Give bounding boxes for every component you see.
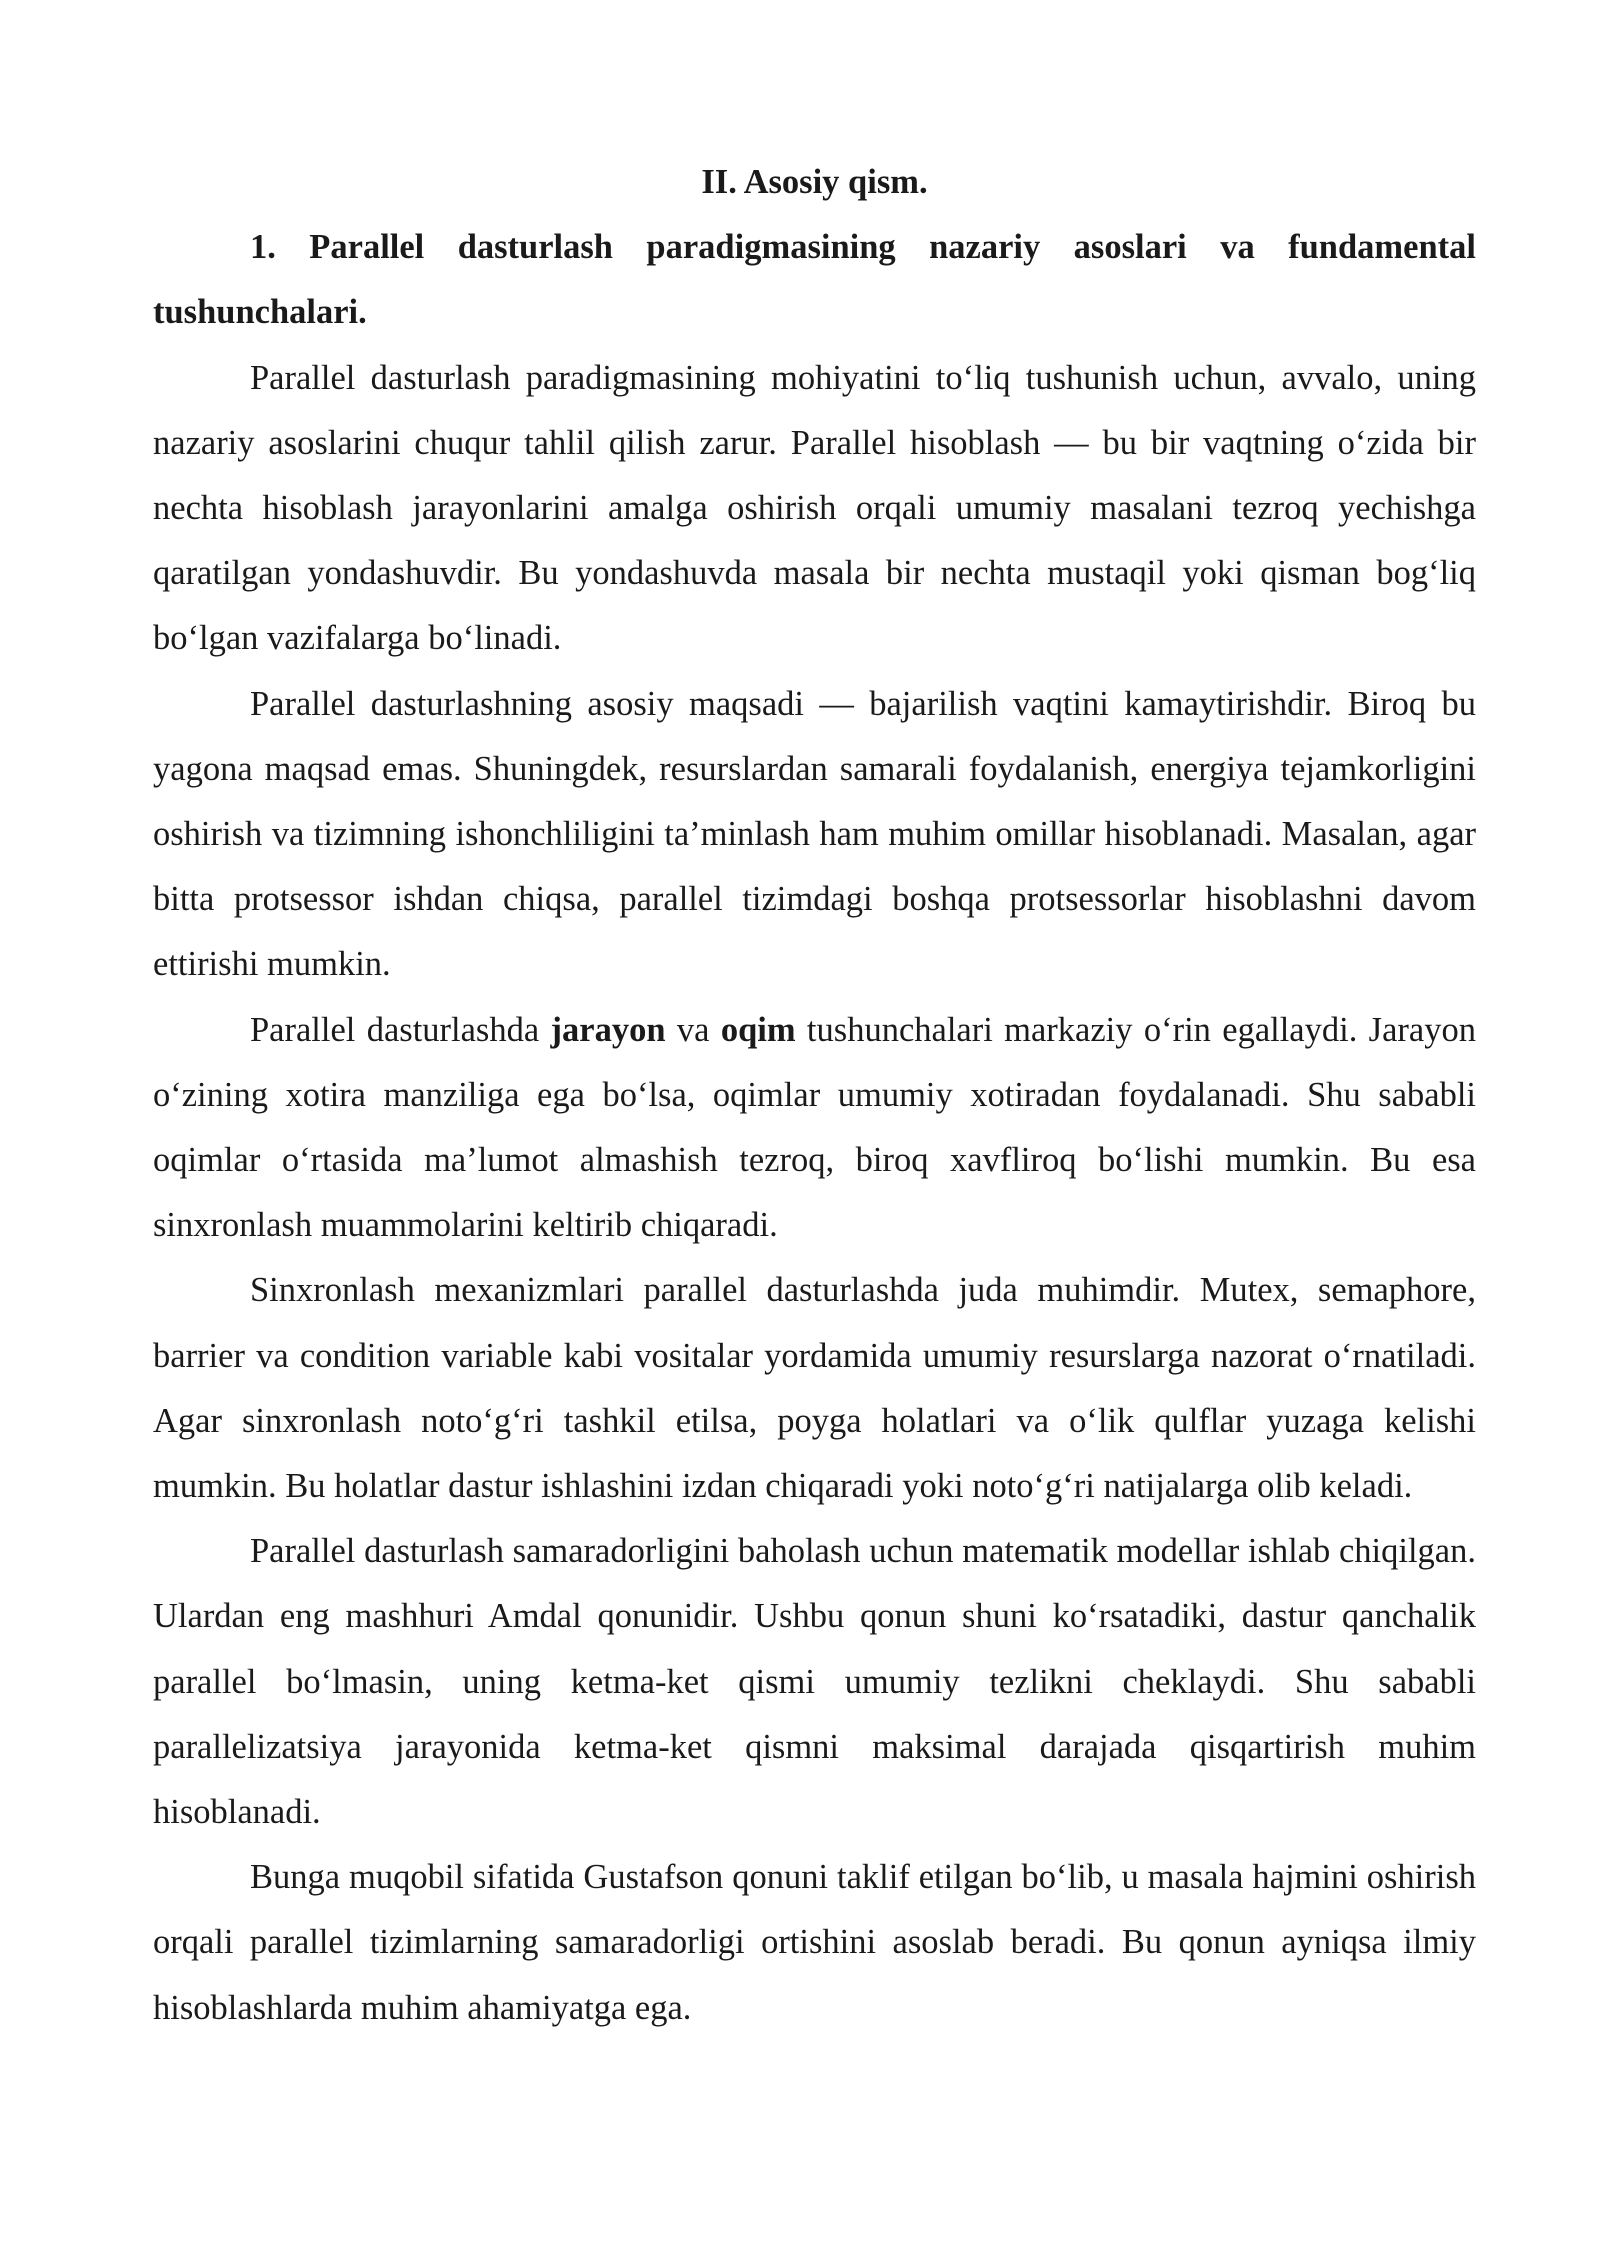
paragraph-6: Bunga muqobil sifatida Gustafson qonuni taklif etilgan bo‘lib, u masala hajmini oshirish orqali parallel tizimlarning samaradorligi ortishini asoslab beradi. Bu qonun ayniqsa ilmiy hisoblashlarda muhim ahamiyatga ega. — [153, 1858, 1476, 2027]
paragraph-1: Parallel dasturlash paradigmasining mohiyatini to‘liq tushunish uchun, avvalo, uning nazariy asoslarini chuqur tahlil qilish zarur. Parallel hisoblash — bu bir vaqtning o‘zida bir nechta hisoblash jarayonlarini amalga oshirish orqali umumiy masalani tezroq yechishga qaratilgan yondashuvdir. Bu yondashuvda masala bir nechta mustaqil yoki qisman bog‘liq bo‘lgan vazifalarga bo‘linadi. — [153, 358, 1476, 658]
paragraph-3 — [153, 998, 1476, 1259]
subsection-title: 1. Parallel dasturlash paradigmasining nazariy asoslari va fundamental tushunchalari. — [153, 228, 1476, 332]
paragraph-3-text-b: va — [665, 1010, 721, 1049]
paragraph-5: Parallel dasturlash samaradorligini baholash uchun matematik modellar ishlab chiqilgan. Ulardan eng mashhuri Amdal qonunidir. Ushbu qonun shuni ko‘rsatadiki, dastur qanchalik parallel bo‘lmasin, uning ketma-ket qismi umumiy tezlikni cheklaydi. Shu sababli parallelizatsiya jarayonida ketma-ket qismni maksimal darajada qisqartirish muhim hisoblanadi. — [153, 1532, 1476, 1832]
section-title: II. Asosiy qism. — [701, 163, 928, 201]
term-oqim: oqim — [720, 1010, 796, 1049]
paragraph-4: Sinxronlash mexanizmlari parallel dasturlashda juda muhimdir. Mutex, semaphore, barrier va condition variable kabi vositalar yordamida umumiy resurslarga nazorat o‘rnatiladi. Agar sinxronlash noto‘g‘ri tashkil etilsa, poyga holatlari va o‘lik qulflar yuzaga kelishi mumkin. Bu holatlar dastur ishlashini izdan chiqaradi yoki noto‘g‘ri natijalarga olib keladi. — [153, 1271, 1476, 1506]
document-page — [153, 150, 1476, 2041]
paragraph-2: Parallel dasturlashning asosiy maqsadi — bajarilish vaqtini kamaytirishdir. Biroq bu yagona maqsad emas. Shuningdek, resurslardan samarali foydalanish, energiya tejamkorligini oshirish va tizimning ishonchliligini ta’minlash ham muhim omillar hisoblanadi. Masalan, agar bitta protsessor ishdan chiqsa, parallel tizimdagi boshqa protsessorlar hisoblashni davom ettirishi mumkin. — [153, 684, 1476, 984]
paragraph-3-text-a: Parallel dasturlashda — [250, 1010, 551, 1049]
term-jarayon: jarayon — [550, 1010, 666, 1049]
paragraph-3-text-c: tushunchalari markaziy o‘rin egallaydi. Jarayon o‘zining xotira manziliga ega bo‘lsa, oqimlar umumiy xotiradan foydalanadi. Shu sababli oqimlar o‘rtasida ma’lumot almashish tezroq, biroq xavfliroq bo‘lishi mumkin. Bu esa sinxronlash muammolarini keltirib chiqaradi. — [153, 1010, 1476, 1245]
